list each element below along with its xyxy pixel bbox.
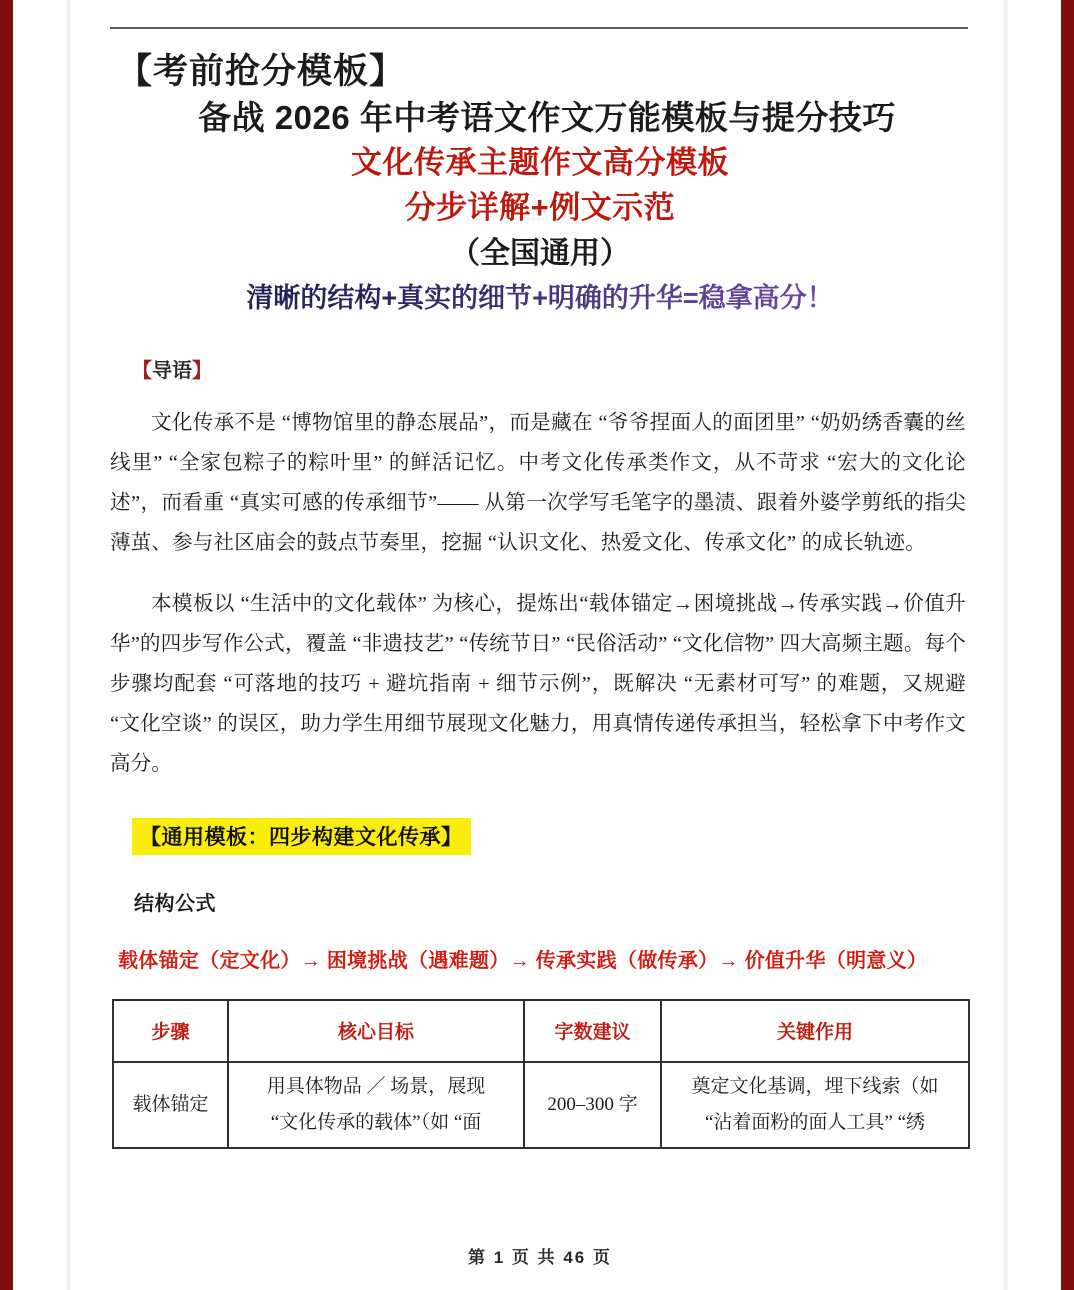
- intro-p2-underlined-formula: “载体锚定→困境挑战→传承实践→价值升华”: [110, 592, 967, 655]
- table-cell-goal: [228, 1062, 524, 1148]
- table-header-words: 字数建议: [524, 1000, 661, 1062]
- header-rule: [110, 27, 968, 29]
- template-section-heading-wrap: [110, 818, 970, 855]
- structure-formula-heading: 结构公式: [134, 892, 216, 915]
- intro-paragraph-2: [110, 584, 970, 784]
- table-row: [113, 1062, 969, 1148]
- document-page: [110, 0, 970, 1290]
- table-header-role: 关键作用: [661, 1000, 969, 1062]
- intro-label: [110, 354, 970, 383]
- table-cell-role-lines: [671, 1069, 959, 1141]
- table-header-step: 步骤: [113, 1000, 228, 1062]
- template-table: [112, 999, 970, 1149]
- tagline: 清晰的结构+真实的细节+明确的升华=稳拿高分！: [110, 278, 970, 319]
- table-header-goal: 核心目标: [228, 1000, 524, 1062]
- document-title: 备战 2026 年中考语文作文万能模板与提分技巧: [198, 98, 896, 136]
- table-cell-goal-lines: [238, 1069, 514, 1141]
- structure-formula-text: 载体锚定（定文化）→ 困境挑战（遇难题）→ 传承实践（做传承）→ 价值升华（明意义）: [118, 949, 928, 972]
- intro-p1-rest: 中考文化传承类作文，从不苛求 “宏大的文化论述”，而看重 “真实可感的传承细节”—— 从第一次学写毛笔字的墨渍、跟着外婆学剪纸的指尖薄茧、参与社区庙会的鼓点节奏里，挖掘 “认识文化、热爱文化、传承文化” 的成长轨迹。: [110, 452, 967, 555]
- topic-title: 文化传承主题作文高分模板: [351, 144, 729, 180]
- table-cell-goal-line2: “文化传承的载体”（如 “面: [270, 1111, 482, 1133]
- table-cell-words: 200–300 字: [524, 1062, 661, 1148]
- intro-p2-underlined-themes: “非遗技艺” “传统节日” “民俗活动” “文化信物” 四大高频主题: [347, 632, 904, 655]
- table-cell-role-line1: 奠定文化基调，埋下线索（如: [691, 1075, 939, 1097]
- intro-label-right-bracket: 】: [192, 360, 212, 383]
- intro-p2-rest: 。每个步骤均配套 “可落地的技巧 + 避坑指南 + 细节示例”，既解决 “无素材可写” 的难题，又规避 “文化空谈” 的误区，助力学生用细节展现文化魅力，用真情传递传承担当，轻松拿下中考作文高分。: [110, 632, 967, 775]
- table-cell-step: 载体锚定: [113, 1062, 228, 1148]
- left-edge-bar: [0, 0, 13, 1290]
- intro-paragraph-1: [110, 403, 970, 563]
- intro-p2-lead: 本模板以 “生活中的文化载体” 为核心，提炼出: [151, 592, 580, 615]
- template-section-heading: 【通用模板：四步构建文化传承】: [132, 818, 471, 855]
- intro-p2-mid: 的四步写作公式，覆盖: [140, 632, 348, 655]
- template-table-wrap: [110, 999, 970, 1149]
- scope-note: （全国通用）: [450, 236, 630, 270]
- left-page-fold: [66, 0, 71, 1290]
- intro-label-text: 导语: [152, 360, 192, 383]
- title-block: [110, 49, 970, 318]
- intro-p1-underlined: 文化传承不是 “博物馆里的静态展品”，而是藏在 “爷爷捏面人的面团里” “奶奶绣香囊的丝线里” “全家包粽子的粽叶里” 的鲜活记忆。: [110, 412, 966, 475]
- right-edge-bar: [1061, 0, 1074, 1290]
- table-header-row: [113, 1000, 969, 1062]
- table-cell-goal-line1: 用具体物品 ／ 场景，展现: [266, 1075, 486, 1097]
- bracketed-title: 【考前抢分模板】: [117, 52, 406, 91]
- right-page-fold: [1003, 0, 1008, 1290]
- topic-subtitle: 分步详解+例文示范: [404, 189, 676, 225]
- table-cell-role: [661, 1062, 969, 1148]
- page-footer: 第 1 页 共 46 页: [468, 1248, 612, 1267]
- table-cell-role-line2: “沾着面粉的面人工具” “绣: [704, 1111, 926, 1133]
- intro-label-left-bracket: 【: [132, 360, 152, 383]
